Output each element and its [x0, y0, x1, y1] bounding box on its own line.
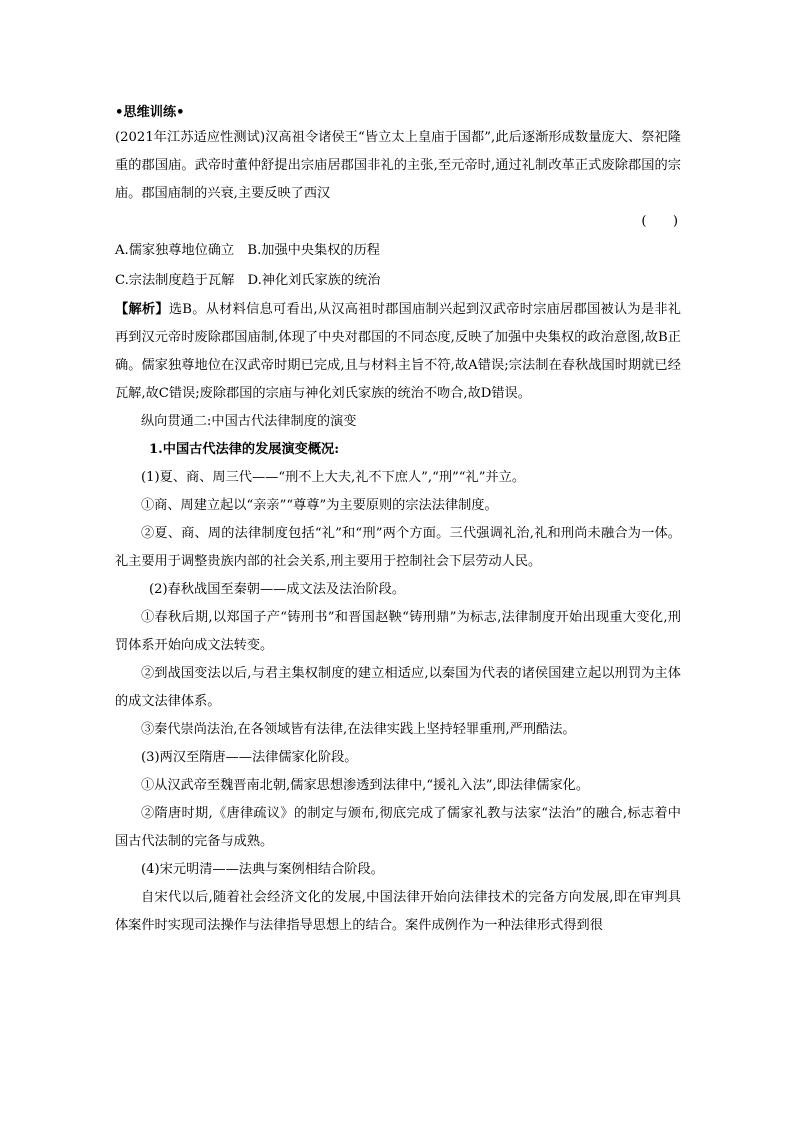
section-paragraph: ②隋唐时期,《唐律疏议》的制定与颁布,彻底完成了儒家礼教与法家“法治”的融合,标志着中国古代法制的完备与成熟。	[115, 806, 681, 849]
analysis-label: 【解析】	[115, 302, 169, 317]
section-paragraph: ①商、周建立起以“亲亲”“尊尊”为主要原则的宗法法律制度。	[141, 498, 498, 513]
analysis-text: 选B。从材料信息可看出,从汉高祖时郡国庙制兴起到汉武帝时宗庙居郡国被认为是非礼再到汉元帝时废除郡国庙制,体现了中央对郡国的不同态度,反映了加强中央集权的政治意图,故B正确。儒家独尊地位在汉武帝时期已完成,且与材料主旨不符,故A错误;宗法制在春秋战国时期就已经瓦解,故C错误;废除郡国的宗庙与神化刘氏家族的统治不吻合,故D错误。	[115, 302, 681, 401]
practice-tag: •思维训练•	[115, 105, 185, 120]
section-paragraph: (4)宋元明清——法典与案例相结合阶段。	[141, 862, 384, 877]
options-list	[115, 236, 681, 296]
document-content	[115, 98, 681, 940]
section-paragraph: ①春秋后期,以郑国子产“铸刑书”和晋国赵鞅“铸刑鼎”为标志,法律制度开始出现重大变化,刑罚体系开始向成文法转变。	[115, 610, 681, 653]
section-title: 纵向贯通二:中国古代法律制度的演变	[141, 414, 357, 429]
analysis-paragraph	[115, 296, 681, 408]
section-paragraph: (1)夏、商、周三代——“刑不上大夫,礼不下庶人”,“刑”“礼”并立。	[141, 470, 526, 485]
section-paragraph: ②夏、商、周的法律制度包括“礼”和“刑”两个方面。三代强调礼治,礼和刑尚未融合为一体。礼主要用于调整贵族内部的社会关系,刑主要用于控制社会下层劳动人民。	[115, 526, 681, 569]
section-subtitle: 1.中国古代法律的发展演变概况:	[149, 442, 340, 457]
section-paragraph: ②到战国变法以后,与君主集权制度的建立相适应,以秦国为代表的诸侯国建立起以刑罚为主体的成文法律体系。	[115, 666, 681, 709]
option-a-b: A.儒家独尊地位确立 B.加强中央集权的历程	[115, 243, 380, 258]
section-paragraph: 自宋代以后,随着社会经济文化的发展,中国法律开始向法律技术的完备方向发展,即在审判具体案件时实现司法操作与法律指导思想上的结合。案件成例作为一种法律形式得到很	[115, 890, 681, 933]
section-paragraph: (3)两汉至隋唐——法律儒家化阶段。	[141, 750, 358, 765]
answer-blank: ( )	[641, 214, 678, 229]
practice-question: (2021年江苏适应性测试)汉高祖令诸侯王“皆立太上皇庙于国都”,此后逐渐形成数量庞大、祭祀隆重的郡国庙。武帝时董仲舒提出宗庙居郡国非礼的主张,至元帝时,通过礼制改革正式废除郡国的宗庙。郡国庙制的兴衰,主要反映了西汉	[115, 130, 681, 201]
option-c-d: C.宗法制度趋于瓦解 D.神化刘氏家族的统治	[115, 273, 381, 288]
section-paragraph: (2)春秋战国至秦朝——成文法及法治阶段。	[149, 582, 406, 597]
section-paragraph: ①从汉武帝至魏晋南北朝,儒家思想渗透到法律中,“援礼入法”,即法律儒家化。	[141, 778, 590, 793]
section-paragraph: ③秦代崇尚法治,在各领域皆有法律,在法律实践上坚持轻罪重刑,严刑酷法。	[141, 722, 576, 737]
